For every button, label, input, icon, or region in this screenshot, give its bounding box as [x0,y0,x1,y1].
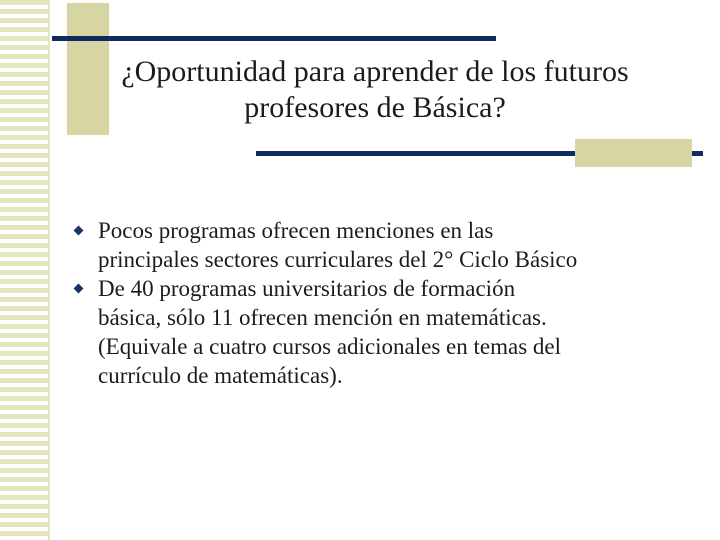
bullet-item [73,216,703,274]
decorative-rule-top [52,36,496,41]
bullet-line: Pocos programas ofrecen menciones en las [98,218,494,243]
bullet-line: De 40 programas universitarios de formación [98,276,516,301]
slide-title [60,54,690,126]
bullet-line: principales sectores curriculares del 2° Ciclo Básico [98,247,578,272]
diamond-bullet-icon [74,284,84,294]
bullet-line: (Equivale a cuatro cursos adicionales en temas del [98,334,562,359]
title-line-2: profesores de Básica? [244,91,506,124]
title-line-1: ¿Oportunidad para aprender de los futuros [121,55,629,88]
bullet-line: currículo de matemáticas). [98,363,343,388]
bullet-list [73,216,703,390]
diamond-bullet-icon [74,226,84,236]
bullet-item [73,274,703,390]
bullet-line: básica, sólo 11 ofrecen mención en matemáticas. [98,305,547,330]
decorative-khaki-block-bottom [575,139,692,167]
decorative-striped-strip [0,0,50,540]
